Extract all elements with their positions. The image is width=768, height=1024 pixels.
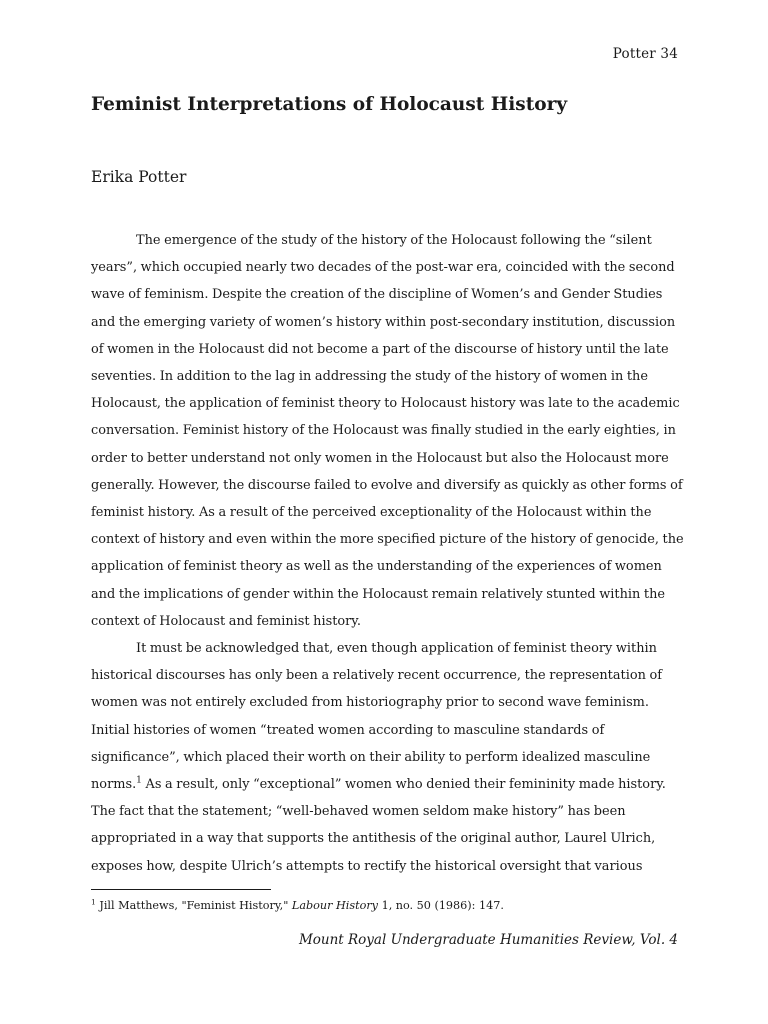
text-line: significance”, which placed their worth on their ability to perform idealized masculine bbox=[91, 749, 651, 765]
text-line: years”, which occupied nearly two decades of the post-war era, coincided with the second bbox=[91, 260, 675, 276]
article-author: Erika Potter bbox=[91, 168, 187, 186]
body-paragraph-1 bbox=[91, 227, 684, 635]
text-line: generally. However, the discourse failed to evolve and diversify as quickly as other forms of bbox=[91, 477, 683, 493]
text-line: Holocaust, the application of feminist theory to Holocaust history was late to the academic bbox=[91, 396, 680, 412]
text-line: It must be acknowledged that, even though application of feminist theory within bbox=[136, 641, 657, 657]
text-line: context of Holocaust and feminist history. bbox=[91, 613, 361, 629]
journal-footer: Mount Royal Undergraduate Humanities Review, Vol. 4 bbox=[298, 932, 678, 948]
text-line: wave of feminism. Despite the creation of the discipline of Women’s and Gender Studies bbox=[91, 287, 663, 303]
text-line: of women in the Holocaust did not become a part of the discourse of history until the late bbox=[91, 341, 669, 357]
text-line: and the emerging variety of women’s history within post-secondary institution, discussion bbox=[91, 314, 676, 330]
text-line: order to better understand not only women in the Holocaust but also the Holocaust more bbox=[91, 450, 669, 466]
article-body bbox=[91, 227, 684, 880]
text-line: women was not entirely excluded from historiography prior to second wave feminism. bbox=[91, 695, 649, 711]
text-line: Initial histories of women “treated women according to masculine standards of bbox=[91, 722, 605, 738]
text-segment: As a result, only “exceptional” women who denied their femininity made history. bbox=[141, 777, 666, 793]
text-line: context of history and even within the more specified picture of the history of genocide, the bbox=[91, 532, 684, 548]
text-line: historical discourses has only been a relatively recent occurrence, the representation of bbox=[91, 668, 663, 684]
footnote-reference-1[interactable]: 1 bbox=[136, 775, 142, 786]
text-segment: norms. bbox=[91, 777, 137, 793]
text-line: appropriated in a way that supports the antithesis of the original author, Laurel Ulrich, bbox=[91, 831, 656, 847]
article-title: Feminist Interpretations of Holocaust History bbox=[91, 94, 568, 115]
text-line: conversation. Feminist history of the Holocaust was finally studied in the early eighties, in bbox=[91, 423, 676, 439]
body-paragraph-2 bbox=[91, 635, 681, 880]
text-line: application of feminist theory as well as the understanding of the experiences of women bbox=[91, 559, 662, 575]
footnote-number: 1 bbox=[91, 897, 96, 907]
footnote-1 bbox=[91, 898, 504, 914]
footnote-text: 1, no. 50 (1986): 147. bbox=[378, 899, 504, 912]
footnote-text: Jill Matthews, "Feminist History," bbox=[95, 899, 292, 912]
text-line: The fact that the statement; “well-behaved women seldom make history” has been bbox=[91, 804, 626, 820]
text-line: The emergence of the study of the history of the Holocaust following the “silent bbox=[136, 233, 652, 248]
text-line: exposes how, despite Ulrich’s attempts to rectify the historical oversight that various bbox=[91, 858, 643, 874]
text-line: and the implications of gender within the Holocaust remain relatively stunted within the bbox=[91, 586, 666, 602]
footnote-journal-title: Labour History bbox=[291, 899, 379, 912]
text-line-with-footnote bbox=[91, 771, 681, 798]
running-head-page-number: Potter 34 bbox=[612, 46, 678, 62]
text-line: feminist history. As a result of the perceived exceptionality of the Holocaust within the bbox=[91, 505, 652, 521]
footnote-separator bbox=[91, 889, 271, 890]
text-line: seventies. In addition to the lag in addressing the study of the history of women in the bbox=[91, 369, 648, 385]
